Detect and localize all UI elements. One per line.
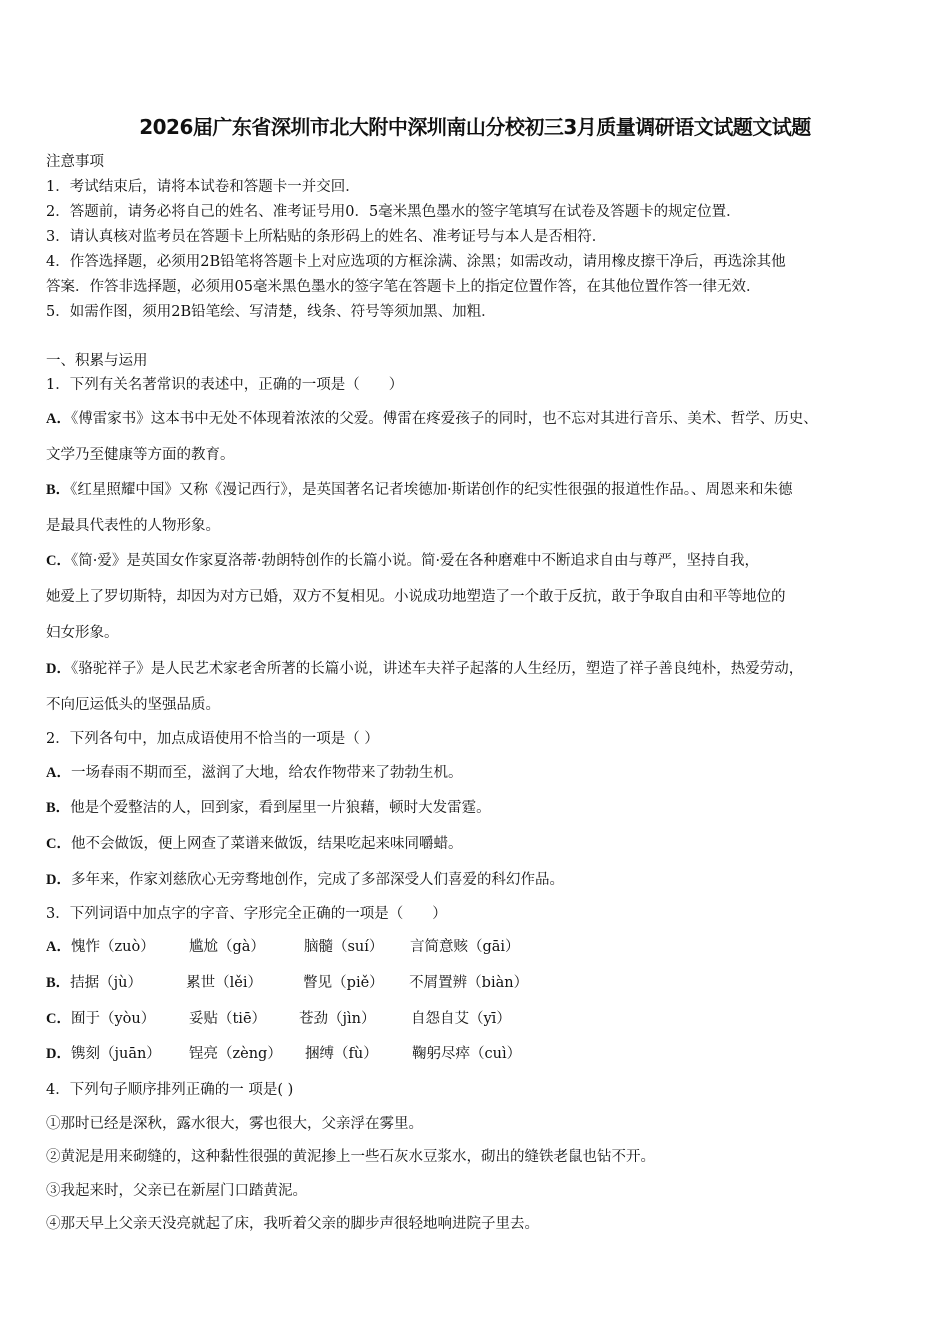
- option-text: 《红星照耀中国》又称《漫记西行》，是英国著名记者埃德加·斯诺创作的纪实性很强的报道性作品。、周恩来和朱德: [70, 482, 793, 498]
- question-2-option-b: [46, 796, 491, 820]
- option-text: 她爱上了罗切斯特，却因为对方已婚，双方不复相见。小说成功地塑造了一个敢于反抗，敢于争取自由和平等地位的: [46, 589, 786, 605]
- notice-heading: 注意事项: [46, 154, 104, 170]
- option-word: 苍劲（jìn）: [298, 1011, 376, 1027]
- question-3-stem: 3．下列词语中加点字的字音、字形完全正确的一项是（ ）: [46, 906, 447, 922]
- option-text: 文学乃至健康等方面的教育。: [46, 447, 235, 463]
- option-word: 愧怍（zuò）: [70, 939, 155, 955]
- exam-title: 2026届广东省深圳市北大附中深圳南山分校初三3月质量调研语文试题文试题: [139, 115, 811, 139]
- option-label: A．: [46, 939, 71, 955]
- question-1-stem: 1．下列有关名著常识的表述中，正确的一项是（ ）: [46, 377, 404, 393]
- option-word: 累世（lěi）: [186, 975, 263, 991]
- option-word: 镌刻（juān）: [70, 1046, 161, 1062]
- option-label: A．: [46, 765, 71, 781]
- option-word: 脑髓（suí）: [303, 939, 384, 955]
- question-1-option-d: [46, 651, 916, 723]
- notice-item: 2．答题前，请务必将自己的姓名、准考证号用0．5毫米黑色墨水的签字笔填写在试卷及答题卡的规定位置．: [46, 204, 741, 220]
- option-word: 囿于（yòu）: [70, 1011, 156, 1027]
- question-1-option-a: [46, 401, 916, 473]
- option-label: C．: [46, 836, 71, 852]
- question-2-stem: 2．下列各句中，加点成语使用不恰当的一项是（ ）: [46, 731, 379, 747]
- section-heading: 一、积累与运用: [46, 353, 148, 369]
- option-text: 他不会做饭，便上网查了菜谱来做饭，结果吃起来味同嚼蜡。: [70, 836, 463, 852]
- notice-item: 3．请认真核对监考员在答题卡上所粘贴的条形码上的姓名、准考证号与本人是否相符．: [46, 229, 607, 245]
- option-word: 鞠躬尽瘁（cuì）: [411, 1046, 522, 1062]
- question-2-option-d: [46, 868, 564, 892]
- option-label: B．: [46, 975, 71, 991]
- option-label: D．: [46, 872, 71, 888]
- question-3-option-a: [46, 935, 520, 959]
- option-word: 锃亮（zèng）: [188, 1046, 282, 1062]
- notice-item: 1．考试结束后，请将本试卷和答题卡一并交回．: [46, 179, 360, 195]
- question-2-option-c: [46, 832, 462, 856]
- option-text: 《傅雷家书》这本书中无处不体现着浓浓的父爱。傅雷在疼爱孩子的同时，也不忘对其进行音乐、美术、哲学、历史、: [70, 411, 818, 427]
- question-1-option-c: [46, 543, 916, 651]
- option-text: 不向厄运低头的坚强品质。: [46, 697, 220, 713]
- notice-item: 4．作答选择题，必须用2B铅笔将答题卡上对应选项的方框涂满、涂黑；如需改动，请用橡皮擦干净后，再选涂其他: [46, 254, 786, 270]
- question-4-sentence: ②黄泥是用来砌缝的，这种黏性很强的黄泥掺上一些石灰水豆浆水，砌出的缝铁老鼠也钻不开。: [46, 1149, 655, 1165]
- option-text: 妇女形象。: [46, 625, 119, 641]
- option-word: 不屑置辨（biàn）: [409, 975, 529, 991]
- option-word: 捆缚（fù）: [304, 1046, 378, 1062]
- option-label: C．: [46, 1011, 71, 1027]
- option-text: 《简·爱》是英国女作家夏洛蒂·勃朗特创作的长篇小说。简·爱在各种磨难中不断追求自由与尊严，坚持自我，: [70, 553, 760, 569]
- option-text: 多年来，作家刘慈欣心无旁骛地创作，完成了多部深受人们喜爱的科幻作品。: [70, 872, 564, 888]
- question-3-option-c: [46, 1007, 511, 1031]
- notice-item: 答案．作答非选择题，必须用05毫米黑色墨水的签字笔在答题卡上的指定位置作答，在其他位置作答一律无效．: [46, 279, 761, 295]
- question-4-sentence: ①那时已经是深秋，露水很大，雾也很大，父亲浮在雾里。: [46, 1116, 423, 1132]
- option-label: C．: [46, 553, 71, 569]
- option-text: 他是个爱整洁的人，回到家，看到屋里一片狼藉，顿时大发雷霆。: [70, 800, 491, 816]
- option-label: D．: [46, 1046, 71, 1062]
- option-text: 一场春雨不期而至，滋润了大地，给农作物带来了勃勃生机。: [70, 765, 463, 781]
- option-word: 瞥见（piě）: [303, 975, 384, 991]
- notice-block: [46, 150, 916, 325]
- option-word: 妥贴（tiē）: [188, 1011, 267, 1027]
- question-3-option-b: [46, 971, 528, 995]
- question-4-sentence: ④那天早上父亲天没亮就起了床，我听着父亲的脚步声很轻地响进院子里去。: [46, 1216, 539, 1232]
- question-3-option-d: [46, 1042, 521, 1066]
- option-word: 言简意赅（gāi）: [409, 939, 520, 955]
- notice-item: 5．如需作图，须用2B铅笔绘、写清楚，线条、符号等须加黑、加粗．: [46, 304, 496, 320]
- option-text: 《骆驼祥子》是人民艺术家老舍所著的长篇小说，讲述车夫祥子起落的人生经历，塑造了祥子善良纯朴，热爱劳动，: [70, 661, 804, 677]
- option-label: A．: [46, 411, 71, 427]
- question-4-sentence: ③我起来时，父亲已在新屋门口踏黄泥。: [46, 1183, 307, 1199]
- question-4-stem: 4．下列句子顺序排列正确的一 项是( ): [46, 1082, 294, 1098]
- option-word: 拮据（jù）: [70, 975, 143, 991]
- question-2-option-a: [46, 761, 462, 785]
- option-label: B．: [46, 482, 71, 498]
- option-label: D．: [46, 661, 71, 677]
- option-word: 尴尬（gà）: [188, 939, 265, 955]
- option-label: B．: [46, 800, 71, 816]
- question-1-option-b: [46, 472, 916, 544]
- option-word: 自怨自艾（yī）: [410, 1011, 511, 1027]
- option-text: 是最具代表性的人物形象。: [46, 518, 220, 534]
